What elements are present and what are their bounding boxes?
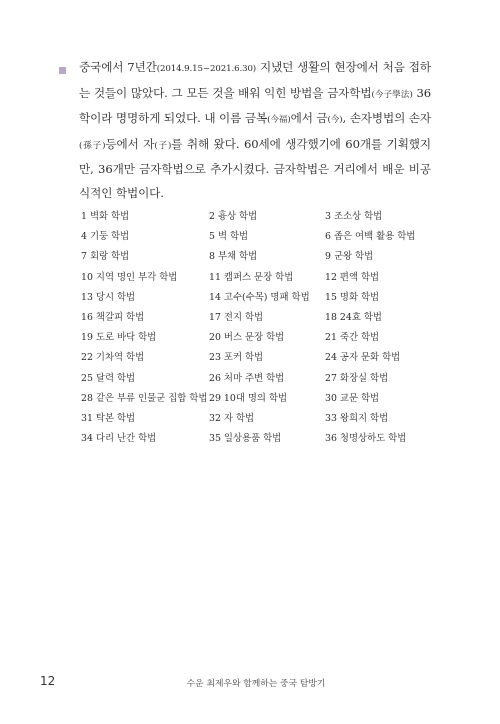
paragraph-text: 를 취해 왔다. 60세에 생각했기에 60개를 기획했지만, 36개만 금자학법으로 추가시켰다. 금자학법은 거리에서 배운 비공식적인 학법이다. [79,136,432,200]
paragraph-text: 지냈던 생활의 현장에서 처음 접하는 것들이 많았다. 그 모든 것을 배워 익힌 방법을 금자학법 [79,60,431,100]
intro-paragraph [79,56,431,205]
method-item: 30 교문 학법 [325,392,380,404]
paragraph-text: 중국에서 7년간 [79,60,157,74]
method-item: 25 달력 학법 [81,372,136,384]
method-item: 23 포커 학법 [209,352,264,364]
method-item: 9 군왕 학법 [325,251,374,263]
method-item: 15 명화 학법 [325,291,380,303]
annotation-text: (孫子) [79,140,106,151]
method-item: 22 기차역 학법 [81,352,145,364]
method-item: 4 기둥 학법 [81,231,130,243]
method-item: 32 자 학법 [209,412,255,424]
annotation-text: (今福) [267,115,291,125]
square-bullet-icon [59,67,66,74]
paragraph-text: , 손자병법의 손자 [342,111,432,125]
method-item: 2 흉상 학법 [209,211,258,222]
method-item: 6 좁은 여백 활용 학법 [325,231,416,243]
method-list [81,207,441,449]
method-item: 34 다리 난간 학법 [81,433,157,445]
method-item: 29 10대 명의 학법 [209,392,288,404]
method-item: 35 일상용품 학법 [209,433,282,445]
method-item: 21 죽간 학법 [325,332,380,344]
method-item: 19 도로 바닥 학법 [81,332,157,344]
method-item: 11 캠퍼스 문장 학법 [209,271,294,283]
method-item: 1 벽화 학법 [81,211,130,222]
paragraph-text: 에서 금 [290,111,328,125]
method-item: 12 편액 학법 [325,271,380,283]
method-item: 20 버스 문장 학법 [209,332,285,344]
paragraph-text: 등에서 자 [105,136,155,151]
method-item: 13 당시 학법 [81,291,136,303]
method-item: 7 회랑 학법 [81,251,130,263]
method-item: 27 화장실 학법 [325,372,389,384]
annotation-text: (子) [154,140,172,151]
annotation-text: (今子學法) [371,89,413,100]
method-item: 10 지역 명인 부각 학법 [81,271,178,283]
method-item: 3 조소상 학법 [325,211,383,222]
method-item: 14 고수(수목) 명패 학법 [209,291,310,303]
annotation-text: (今) [327,115,343,125]
method-item: 18 24효 학법 [325,311,382,323]
method-item: 5 벽 학법 [209,231,249,243]
method-item: 16 책갈피 학법 [81,311,145,323]
annotation-text: (2014.9.15~2021.6.30) [156,64,257,74]
method-item: 26 처마 주변 학법 [209,372,285,384]
method-item: 33 왕희지 학법 [325,412,389,424]
method-item: 24 공자 문화 학법 [325,352,401,364]
method-item: 31 탁본 학법 [81,412,136,424]
method-item: 8 부채 학법 [209,251,258,263]
running-title: 수운 최제우와 함께하는 중국 탐방기 [186,679,326,689]
method-item: 36 청명상하도 학법 [325,433,407,445]
method-item: 17 전지 학법 [209,311,264,323]
page-number: 12 [40,674,56,688]
method-item: 28 같은 부류 인물군 집합 학법 [81,392,208,404]
paragraph-text: 36학이라 명명하게 되었다. 내 이름 금복 [79,85,432,125]
